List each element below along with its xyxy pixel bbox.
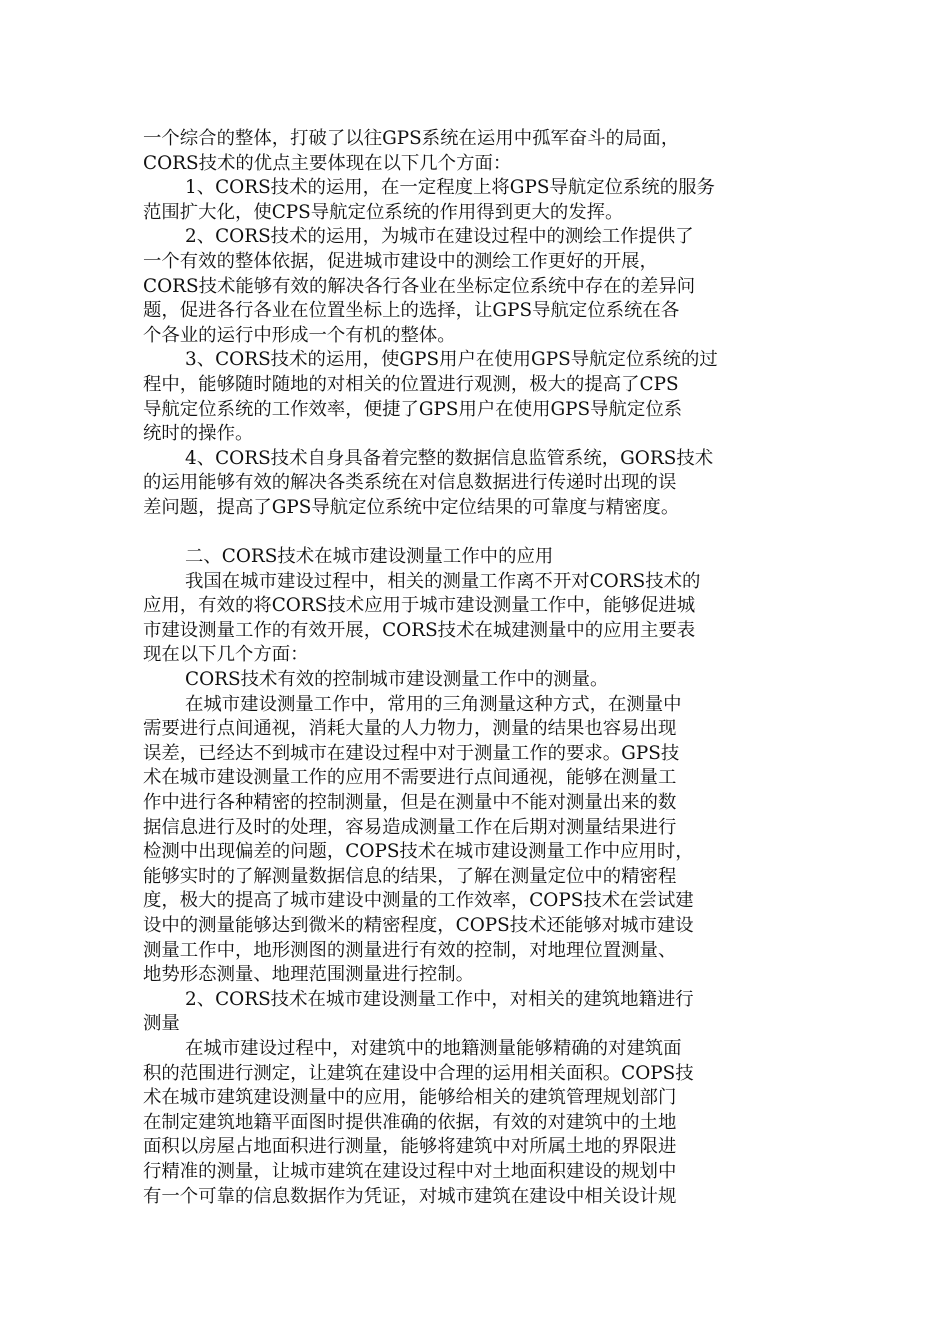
text-line: 地势形态测量、地理范围测量进行控制。	[143, 964, 475, 986]
text-line: 行精准的测量，让城市建筑在建设过程中对土地面积建设的规划中	[143, 1160, 677, 1182]
text-line: 在制定建筑地籍平面图时提供准确的依据，有效的对建筑中的土地	[143, 1111, 677, 1133]
text-line: 在城市建设过程中，对建筑中的地籍测量能够精确的对建筑面	[185, 1037, 682, 1059]
text-line: 误差，已经达不到城市在建设过程中对于测量工作的要求。GPS技	[143, 742, 680, 764]
text-line: 市建设测量工作的有效开展，CORS技术在城建测量中的应用主要表	[143, 619, 696, 641]
text-line: 一个有效的整体依据，促进城市建设中的测绘工作更好的开展，	[143, 250, 658, 272]
text-line: CORS技术能够有效的解决各行各业在坐标定位系统中存在的差异问	[143, 275, 696, 297]
text-line: 在城市建设测量工作中，常用的三角测量这种方式，在测量中	[185, 693, 682, 715]
text-line: 差问题，提高了GPS导航定位系统中定位结果的可靠度与精密度。	[143, 496, 680, 518]
text-line: 个各业的运行中形成一个有机的整体。	[143, 324, 456, 346]
text-line: 检测中出现偏差的问题，COPS技术在城市建设测量工作中应用时，	[143, 841, 694, 863]
text-line: 2、CORS技术在城市建设测量工作中，对相关的建筑地籍进行	[185, 988, 694, 1010]
text-line: 我国在城市建设过程中，相关的测量工作离不开对CORS技术的	[185, 570, 701, 592]
text-line: 1、CORS技术的运用，在一定程度上将GPS导航定位系统的服务	[185, 177, 715, 199]
text-line: 需要进行点间通视，消耗大量的人力物力，测量的结果也容易出现	[143, 718, 677, 740]
text-line: 作中进行各种精密的控制测量，但是在测量中不能对测量出来的数	[143, 792, 677, 814]
text-line: 的运用能够有效的解决各类系统在对信息数据进行传递时出现的误	[143, 472, 677, 494]
text-line: 3、CORS技术的运用，使GPS用户在使用GPS导航定位系统的过	[185, 349, 718, 371]
text-line: 现在以下几个方面：	[143, 644, 309, 666]
text-line: 统时的操作。	[143, 423, 254, 445]
text-line: 测量工作中，地形测图的测量进行有效的控制，对地理位置测量、	[143, 939, 677, 961]
text-line: 程中，能够随时随地的对相关的位置进行观测，极大的提高了CPS	[143, 373, 679, 395]
text-line: 2、CORS技术的运用，为城市在建设过程中的测绘工作提供了	[185, 226, 694, 248]
text-line: 度，极大的提高了城市建设中测量的工作效率，COPS技术在尝试建	[143, 890, 694, 912]
text-line: 范围扩大化，使CPS导航定位系统的作用得到更大的发挥。	[143, 201, 624, 223]
text-line: 应用，有效的将CORS技术应用于城市建设测量工作中，能够促进城	[143, 595, 696, 617]
text-line: 术在城市建设测量工作的应用不需要进行点间通视，能够在测量工	[143, 767, 677, 789]
document-body	[143, 127, 803, 1209]
text-line: 能够实时的了解测量数据信息的结果，了解在测量定位中的精密程	[143, 865, 677, 887]
text-line: 导航定位系统的工作效率，便捷了GPS用户在使用GPS导航定位系	[143, 398, 683, 420]
text-line: 据信息进行及时的处理，容易造成测量工作在后期对测量结果进行	[143, 816, 677, 838]
text-line: 一个综合的整体，打破了以往GPS系统在运用中孤军奋斗的局面，	[143, 128, 680, 149]
text-line: 二、CORS技术在城市建设测量工作中的应用	[185, 546, 554, 568]
text-line: CORS技术有效的控制城市建设测量工作中的测量。	[185, 669, 609, 691]
blank-line	[143, 521, 803, 546]
text-line: 有一个可靠的信息数据作为凭证，对城市建筑在建设中相关设计规	[143, 1185, 677, 1207]
text-line: 术在城市建筑建设测量中的应用，能够给相关的建筑管理规划部门	[143, 1087, 677, 1109]
text-line: CORS技术的优点主要体现在以下几个方面：	[143, 152, 512, 174]
text-line: 题，促进各行各业在位置坐标上的选择，让GPS导航定位系统在各	[143, 300, 680, 322]
text-line: 积的范围进行测定，让建筑在建设中合理的运用相关面积。COPS技	[143, 1062, 694, 1084]
text-line: 设中的测量能够达到微米的精密程度，COPS技术还能够对城市建设	[143, 915, 694, 936]
text-line: 测量	[143, 1013, 180, 1035]
text-line: 面积以房屋占地面积进行测量，能够将建筑中对所属土地的界限进	[143, 1136, 677, 1158]
text-line: 4、CORS技术自身具备着完整的数据信息监管系统，GORS技术	[185, 447, 714, 469]
